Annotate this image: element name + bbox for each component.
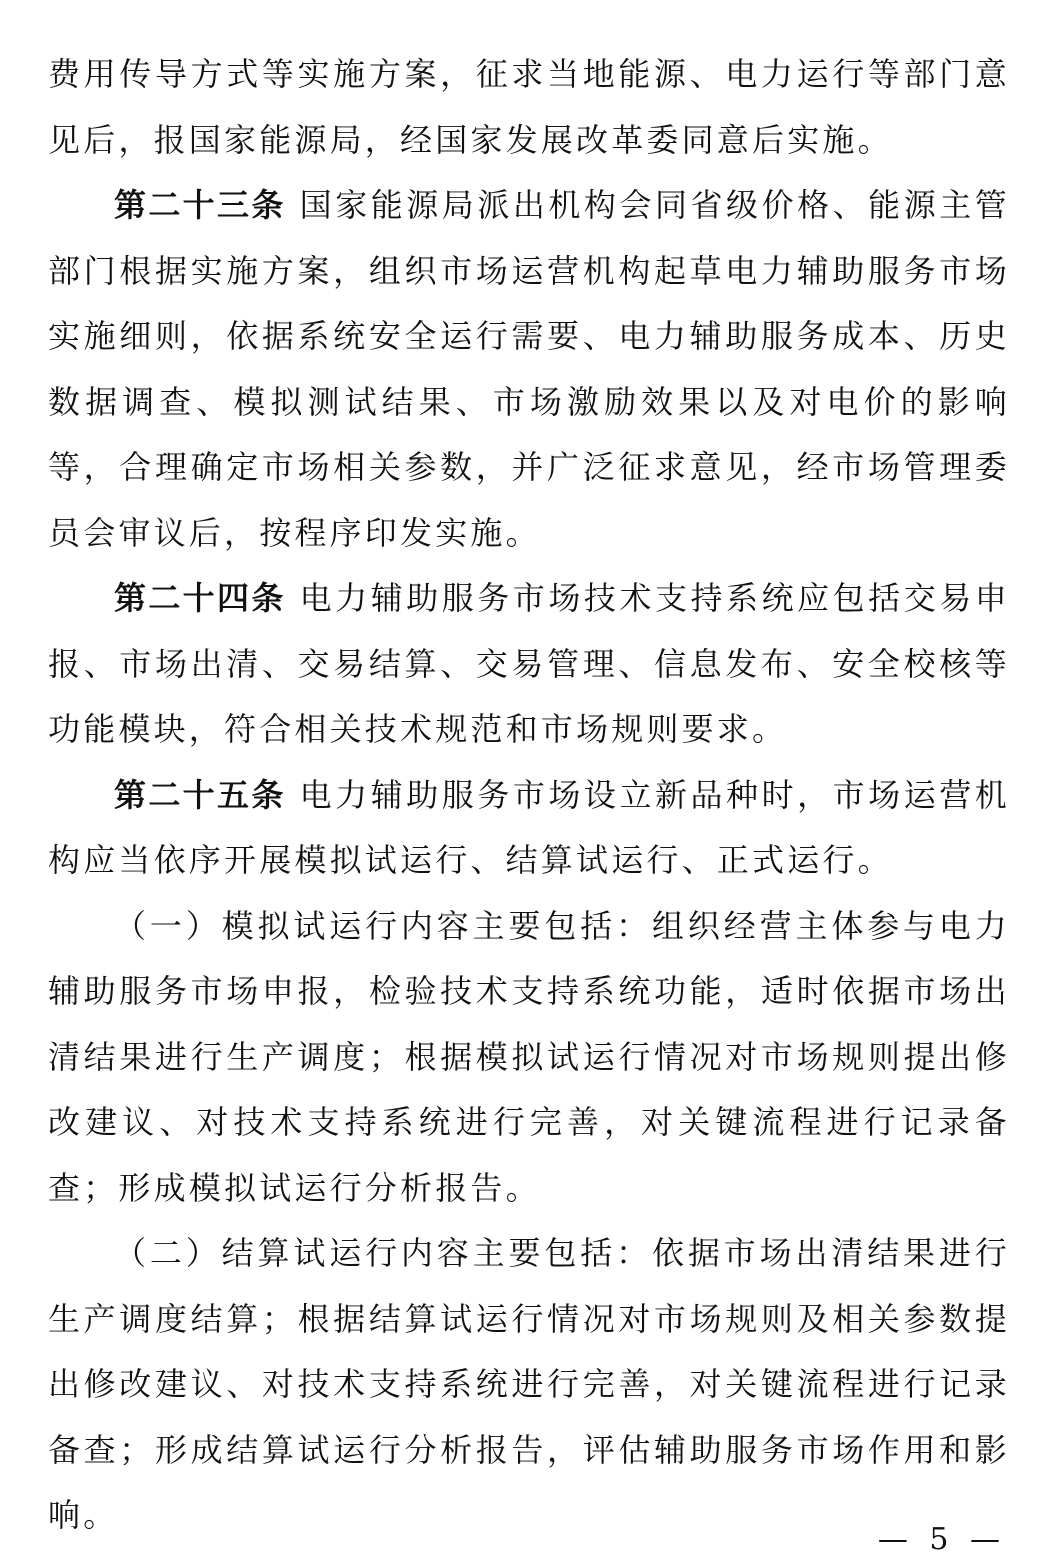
page-number: — 5 — (877, 1522, 1006, 1557)
document-body (48, 42, 1010, 1549)
paragraph-text: 电力辅助服务市场技术支持系统应包括交易申报、市场出清、交易结算、交易管理、信息发布、安全校核等功能模块，符合相关技术规范和市场规则要求。 (48, 579, 1010, 748)
paragraph-text: 国家能源局派出机构会同省级价格、能源主管部门根据实施方案，组织市场运营机构起草电力辅助服务市场实施细则，依据系统安全运行需要、电力辅助服务成本、历史数据调查、模拟测试结果、市场激励效果以及对电价的影响等，合理确定市场相关参数，并广泛征求意见，经市场管理委员会审议后，按程序印发实施。 (48, 186, 1010, 552)
paragraph-text: 电力辅助服务市场设立新品种时，市场运营机构应当依序开展模拟试运行、结算试运行、正式运行。 (48, 775, 1010, 879)
article-25 (48, 763, 1010, 894)
paragraph-text: 费用传导方式等实施方案，征求当地能源、电力运行等部门意见后，报国家能源局，经国家发展改革委同意后实施。 (48, 55, 1010, 159)
paragraph-continuation (48, 42, 1010, 173)
clause-one (48, 894, 1010, 1222)
clause-two (48, 1221, 1010, 1549)
article-23 (48, 173, 1010, 566)
article-number: 第二十三条 (114, 186, 286, 224)
article-number: 第二十五条 (114, 775, 286, 814)
paragraph-text: （二）结算试运行内容主要包括：依据市场出清结果进行生产调度结算；根据结算试运行情况对市场规则及相关参数提出修改建议、对技术支持系统进行完善，对关键流程进行记录备查；形成结算试运行分析报告，评估辅助服务市场作用和影响。 (48, 1234, 1010, 1534)
article-number: 第二十四条 (114, 579, 286, 617)
paragraph-text: （一）模拟试运行内容主要包括：组织经营主体参与电力辅助服务市场申报，检验技术支持系统功能，适时依据市场出清结果进行生产调度；根据模拟试运行情况对市场规则提出修改建议、对技术支持系统进行完善，对关键流程进行记录备查；形成模拟试运行分析报告。 (48, 906, 1010, 1207)
article-24 (48, 566, 1010, 763)
